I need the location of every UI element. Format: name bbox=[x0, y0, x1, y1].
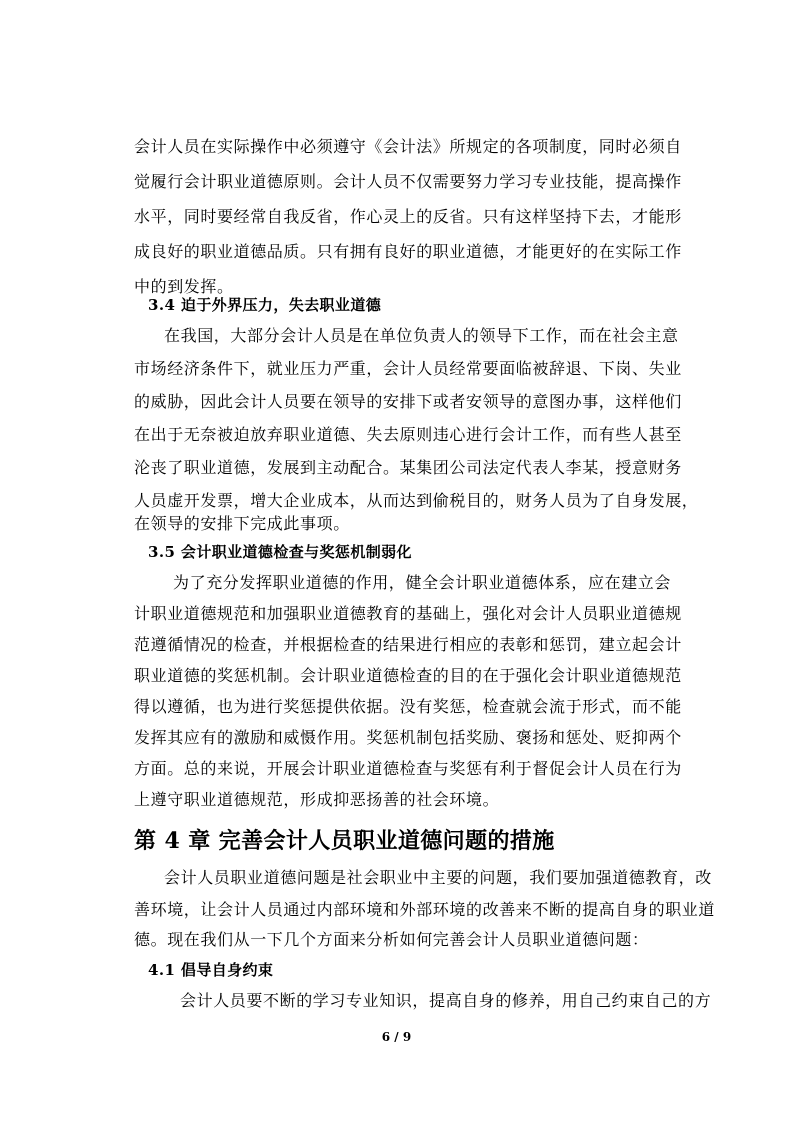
page-number: 6 / 9 bbox=[381, 1030, 412, 1044]
paragraph-line: 方面。总的来说，开展会计职业道德检查与奖惩有利于督促会计人员在行为 bbox=[134, 759, 682, 778]
paragraph-line: 在领导的安排下完成此事项。 bbox=[134, 514, 350, 533]
paragraph-line: 德。现在我们从一下几个方面来分析如何完善会计人员职业道德问题： bbox=[134, 930, 649, 949]
paragraph-line: 职业道德的奖惩机制。会计职业道德检查的目的在于强化会计职业道德规范 bbox=[134, 666, 682, 685]
paragraph-line: 上遵守职业道德规范，形成抑恶扬善的社会环境。 bbox=[134, 790, 500, 809]
paragraph-line: 在我国，大部分会计人员是在单位负责人的领导下工作，而在社会主意 bbox=[164, 326, 679, 345]
paragraph-line: 会计人员职业道德问题是社会职业中主要的问题，我们要加强道德教育，改 bbox=[164, 868, 712, 887]
paragraph-line: 成良好的职业道德品质。只有拥有良好的职业道德，才能更好的在实际工作 bbox=[134, 242, 682, 261]
section-heading-3-4: 3.4 迫于外界压力，失去职业道德 bbox=[148, 296, 382, 314]
paragraph-line: 的威胁，因此会计人员要在领导的安排下或者安领导的意图办事，这样他们 bbox=[134, 392, 682, 411]
paragraph-line: 觉履行会计职业道德原则。会计人员不仅需要努力学习专业技能，提高操作 bbox=[134, 172, 682, 191]
paragraph-line: 计职业道德规范和加强职业道德教育的基础上，强化对会计人员职业道德规 bbox=[134, 604, 682, 623]
section-heading-3-5: 3.5 会计职业道德检查与奖惩机制弱化 bbox=[148, 543, 412, 561]
paragraph-line: 市场经济条件下，就业压力严重，会计人员经常要面临被辞退、下岗、失业 bbox=[134, 359, 682, 378]
paragraph-line: 得以遵循，也为进行奖惩提供依据。没有奖惩，检查就会流于形式，而不能 bbox=[134, 697, 682, 716]
paragraph-line: 人员虚开发票，增大企业成本，从而达到偷税目的，财务人员为了自身发展， bbox=[134, 491, 699, 510]
paragraph-line: 发挥其应有的激励和威慑作用。奖惩机制包括奖励、褒扬和惩处、贬抑两个 bbox=[134, 728, 682, 747]
paragraph-line: 会计人员在实际操作中必须遵守《会计法》所规定的各项制度，同时必须自 bbox=[134, 137, 682, 156]
paragraph-line: 范遵循情况的检查，并根据检查的结果进行相应的表彰和惩罚，建立起会计 bbox=[134, 635, 682, 654]
paragraph-line: 为了充分发挥职业道德的作用，健全会计职业道德体系，应在建立会 bbox=[173, 573, 672, 592]
paragraph-line: 在出于无奈被迫放弃职业道德、失去原则违心进行会计工作，而有些人甚至 bbox=[134, 425, 682, 444]
paragraph-line: 善环境，让会计人员通过内部环境和外部环境的改善来不断的提高自身的职业道 bbox=[134, 900, 716, 919]
paragraph-line: 会计人员要不断的学习专业知识，提高自身的修养，用自己约束自己的方 bbox=[180, 991, 712, 1010]
paragraph-line: 中的到发挥。 bbox=[134, 277, 234, 296]
paragraph-line: 水平，同时要经常自我反省，作心灵上的反省。只有这样坚持下去，才能形 bbox=[134, 207, 682, 226]
chapter-heading: 第 4 章 完善会计人员职业道德问题的措施 bbox=[134, 828, 555, 854]
section-heading-4-1: 4.1 倡导自身约束 bbox=[148, 961, 274, 979]
paragraph-line: 沦丧了职业道德，发展到主动配合。某集团公司法定代表人李某，授意财务 bbox=[134, 458, 682, 477]
